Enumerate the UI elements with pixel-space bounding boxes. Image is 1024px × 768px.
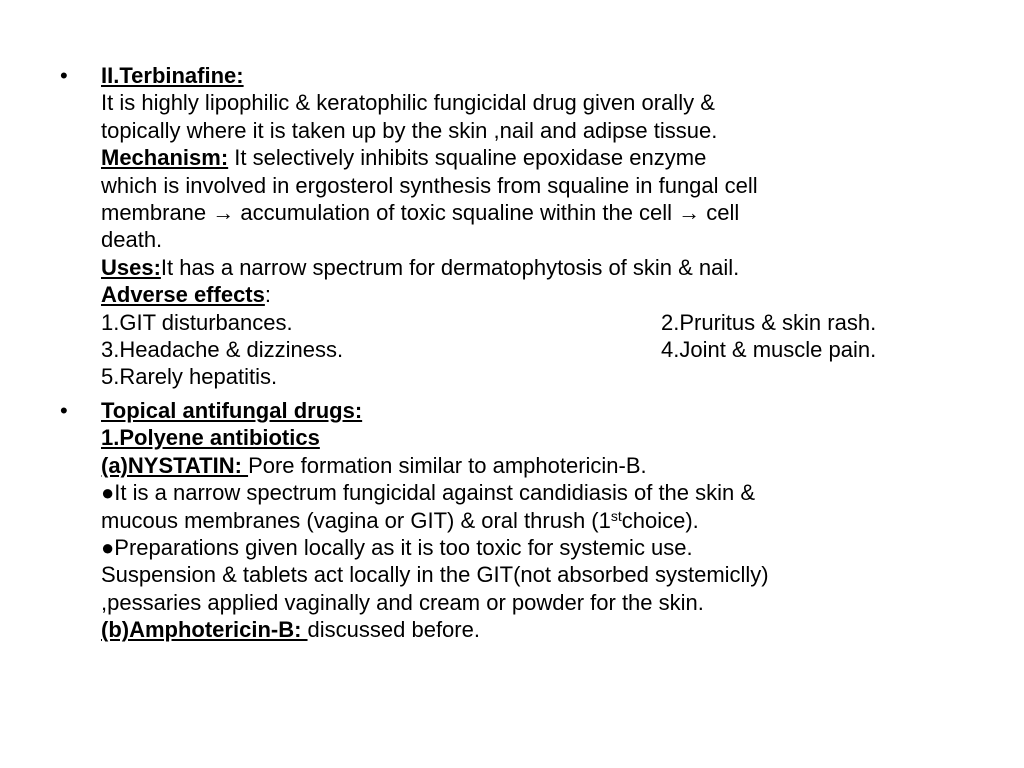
nystatin-label: (a)NYSTATIN: xyxy=(101,452,249,478)
mechanism-line-4: death. xyxy=(101,227,163,253)
nystatin-point-2-line-2: Suspension & tablets act locally in the GIT(not absorbed systemiclly) xyxy=(101,562,769,588)
nystatin-point-2-line-1: ●Preparations given locally as it is too toxic for systemic use. xyxy=(101,534,693,560)
nystatin-point-2-line-3: ,pessaries applied vaginally and cream or powder for the skin. xyxy=(101,589,704,615)
terbinafine-intro-line-1: It is highly lipophilic & keratophilic fungicidal drug given orally & xyxy=(101,90,715,116)
topical-heading-line xyxy=(101,397,980,424)
adverse-row-1 xyxy=(101,309,980,336)
mechanism-line-1 xyxy=(101,144,980,171)
adverse-item-3: 3.Headache & dizziness. xyxy=(101,337,344,363)
adverse-item-5: 5.Rarely hepatitis. xyxy=(101,364,278,390)
amphotericin-label: (b)Amphotericin-B: xyxy=(101,617,308,643)
bullet-list xyxy=(60,62,980,650)
nystatin-point-1-line-1: ●It is a narrow spectrum fungicidal against candidiasis of the skin & xyxy=(101,480,756,506)
mechanism-line-2: which is involved in ergosterol synthesis from squaline in fungal cell xyxy=(101,172,758,198)
nystatin-line xyxy=(101,452,980,479)
adverse-item-1: 1.GIT disturbances. xyxy=(101,309,293,335)
adverse-effects-line xyxy=(101,281,980,308)
terbinafine-heading: II.Terbinafine: xyxy=(101,63,244,88)
terbinafine-intro-line-2: topically where it is taken up by the skin ,nail and adipse tissue. xyxy=(101,117,718,143)
adverse-row-2 xyxy=(101,336,980,363)
mechanism-text-1: It selectively inhibits squaline epoxidase enzyme xyxy=(228,145,707,171)
bullet-terbinafine xyxy=(60,62,980,391)
adverse-item-2: 2.Pruritus & skin rash. xyxy=(661,309,877,335)
amphotericin-text: discussed before. xyxy=(307,617,480,643)
mechanism-line-3: membrane → accumulation of toxic squaline within the cell → cell xyxy=(101,200,740,226)
polyene-heading: 1.Polyene antibiotics xyxy=(101,425,320,451)
uses-line xyxy=(101,254,980,281)
terbinafine-heading-line xyxy=(101,62,980,89)
bullet-topical-antifungals xyxy=(60,397,980,644)
nystatin-point-1-text-a: mucous membranes (vagina or GIT) & oral thrush (1 xyxy=(101,507,611,533)
topical-heading: Topical antifungal drugs: xyxy=(101,397,363,423)
adverse-effects-colon: : xyxy=(264,282,271,308)
polyene-heading-line xyxy=(101,424,980,451)
bullet-marker: • xyxy=(60,63,68,88)
bullet-marker: • xyxy=(60,397,68,423)
nystatin-text: Pore formation similar to amphotericin-B. xyxy=(248,452,647,478)
nystatin-point-1-line-2 xyxy=(101,507,980,534)
amphotericin-line xyxy=(101,616,980,643)
adverse-effects-label: Adverse effects xyxy=(101,282,265,308)
nystatin-point-1-text-b: choice). xyxy=(621,507,699,533)
uses-label: Uses: xyxy=(101,254,161,280)
uses-text: It has a narrow spectrum for dermatophytosis of skin & nail. xyxy=(160,254,740,280)
mechanism-label: Mechanism: xyxy=(101,145,229,171)
adverse-item-4: 4.Joint & muscle pain. xyxy=(661,337,877,363)
superscript-st: st xyxy=(610,507,622,524)
